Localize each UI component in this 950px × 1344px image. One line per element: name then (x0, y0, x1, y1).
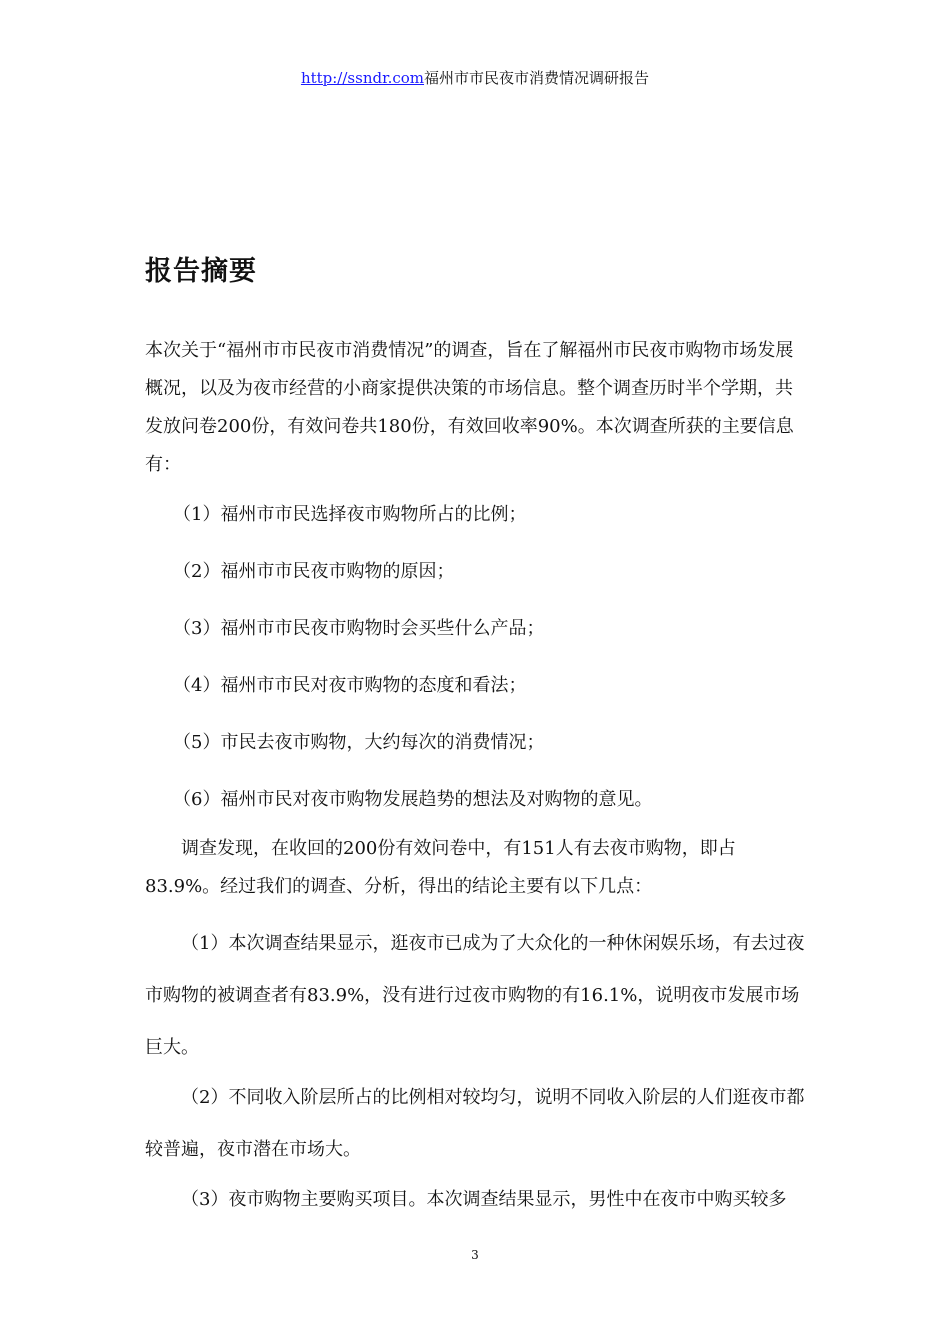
list-item: （4）福州市市民对夜市购物的态度和看法； (173, 675, 527, 696)
intro-paragraph: 本次关于“福州市市民夜市消费情况”的调查，旨在了解福州市民夜市购物市场发展概况，以及为夜市经营的小商家提供决策的市场信息。整个调查历时半个学期，共发放问卷200份，有效问卷共180份，有效回收率90%。本次调查所获的主要信息有： (145, 340, 794, 475)
page-number: 3 (471, 1248, 479, 1262)
list-item: （2）福州市市民夜市购物的原因； (173, 561, 455, 582)
conclusion-2: （2）不同收入阶层所占的比例相对较均匀，说明不同收入阶层的人们逛夜市都较普遍，夜市潜在市场大。 (145, 1087, 805, 1160)
findings-paragraph: 调查发现，在收回的200份有效问卷中，有151人有去夜市购物，即占83.9%。经过我们的调查、分析，得出的结论主要有以下几点： (145, 838, 736, 897)
header-link[interactable]: http://ssndr.com (300, 69, 425, 87)
list-item: （1）福州市市民选择夜市购物所占的比例； (173, 504, 527, 525)
conclusion-1: （1）本次调查结果显示，逛夜市已成为了大众化的一种休闲娱乐场，有去过夜市购物的被调查者有83.9%，没有进行过夜市购物的有16.1%，说明夜市发展市场巨大。 (145, 933, 805, 1058)
info-list (145, 496, 810, 838)
list-item: （5）市民去夜市购物，大约每次的消费情况； (173, 732, 545, 753)
list-item: （3）福州市市民夜市购物时会买些什么产品； (173, 618, 545, 639)
page-header (0, 68, 950, 88)
findings-section (145, 830, 810, 906)
header-title: 福州市市民夜市消费情况调研报告 (424, 69, 650, 87)
list-item: （6）福州市民对夜市购物发展趋势的想法及对购物的意见。 (173, 789, 653, 810)
section-title: 报告摘要 (145, 256, 257, 287)
conclusion-3: （3）夜市购物主要购买项目。本次调查结果显示，男性中在夜市中购买较多 (181, 1189, 787, 1210)
